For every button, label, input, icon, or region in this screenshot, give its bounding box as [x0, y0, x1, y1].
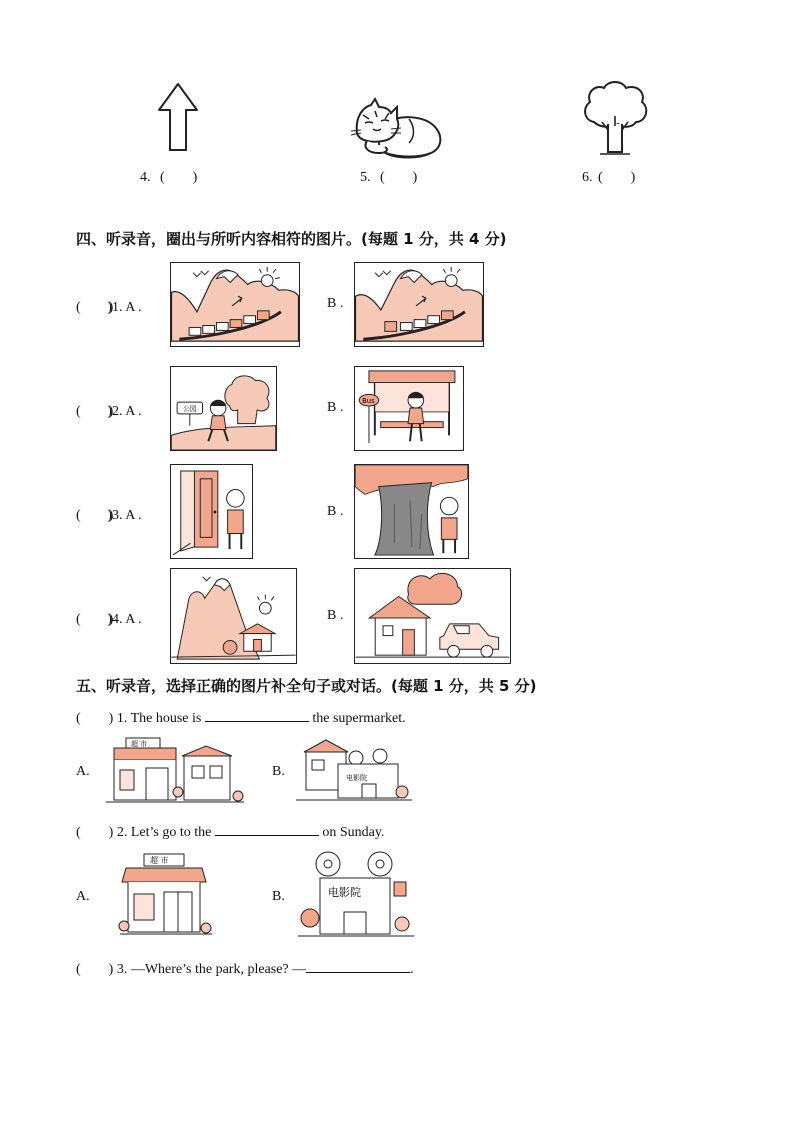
supermarket-image[interactable]	[120, 852, 212, 940]
boy-at-bus-stop-scene	[355, 367, 463, 450]
s5-q1-sentence: ( ) 1. The house is the supermarket.	[76, 711, 406, 726]
answer-paren[interactable]: ( )	[76, 404, 114, 419]
s4-q2-label: ( ))2. A .	[76, 404, 142, 419]
supermarket-sign-text: 超 市	[150, 856, 169, 865]
answer-paren[interactable]: ( )	[76, 612, 114, 627]
answer-blank[interactable]	[306, 960, 410, 973]
tree-icon	[580, 78, 650, 158]
up-arrow-icon	[157, 82, 199, 152]
answer-paren[interactable]: ( )	[380, 170, 418, 185]
cinema-sign-text: 电影院	[328, 886, 361, 899]
s5-q2-sentence: ( ) 2. Let’s go to the on Sunday.	[76, 825, 385, 840]
s4-q3-b-label: B .	[327, 504, 344, 519]
item-6-label	[582, 166, 635, 186]
s5-q1-a-label: A.	[76, 764, 90, 779]
answer-blank[interactable]	[205, 709, 309, 722]
s4-q4-option-a-image[interactable]	[170, 568, 297, 664]
house-car-scene	[355, 569, 510, 663]
answer-blank[interactable]	[215, 823, 319, 836]
boy-in-park-scene	[171, 367, 276, 450]
supermarket-sign-text: 超 市	[131, 740, 148, 748]
s5-q3-sentence: ( ) 3. —Where’s the park, please? — .	[76, 962, 414, 977]
section-5-heading: 五、听录音，选择正确的图片补全句子或对话。(每题 1 分，共 5 分)	[76, 677, 537, 695]
answer-paren[interactable]: ( )	[76, 825, 114, 840]
s4-q1-label: ( ))1. A .	[76, 300, 142, 315]
s5-q1-b-label: B.	[272, 764, 285, 779]
s5-q2-b-label: B.	[272, 889, 285, 904]
s4-q4-b-label: B .	[327, 608, 344, 623]
s4-q2-b-label: B .	[327, 400, 344, 415]
park-sign-text: 公园	[182, 404, 197, 413]
cinema-sign-text: 电影院	[346, 774, 367, 782]
supermarket-next-to-house-image[interactable]	[106, 736, 244, 806]
s4-q3-label: ( ))3. A .	[76, 508, 142, 523]
item-5-label	[360, 166, 417, 186]
s4-q3-option-a-image[interactable]	[170, 464, 253, 559]
s4-q2-option-a-image[interactable]	[170, 366, 277, 451]
answer-paren[interactable]: ( )	[598, 170, 636, 185]
answer-paren[interactable]: ( )	[76, 962, 114, 977]
item-number: 5.	[360, 170, 371, 185]
s4-q1-option-a-image[interactable]	[170, 262, 300, 347]
train-tunnel-scene	[355, 263, 483, 346]
boy-behind-door-scene	[171, 465, 252, 558]
sleeping-cat-icon	[349, 97, 445, 159]
bus-sign-text: Bus	[362, 397, 375, 406]
answer-paren[interactable]: ( )	[76, 508, 114, 523]
s4-q4-label: ( ))4. A .	[76, 612, 142, 627]
house-next-to-cinema-image[interactable]	[296, 736, 412, 806]
section-4-heading: 四、听录音，圈出与所听内容相符的图片。(每题 1 分，共 4 分)	[76, 230, 507, 248]
mountain-train-scene	[171, 263, 299, 346]
answer-paren[interactable]: ( )	[76, 300, 114, 315]
cinema-image[interactable]	[298, 850, 414, 940]
answer-paren[interactable]: ( )	[160, 170, 198, 185]
mountains-house-scene	[171, 569, 296, 663]
s4-q1-b-label: B .	[327, 296, 344, 311]
s4-q2-option-b-image[interactable]	[354, 366, 464, 451]
s5-q2-a-label: A.	[76, 889, 90, 904]
s4-q1-option-b-image[interactable]	[354, 262, 484, 347]
item-number: 6.	[582, 170, 593, 185]
answer-paren[interactable]: ( )	[76, 711, 114, 726]
item-number: 4.	[140, 170, 151, 185]
item-4-label	[140, 166, 197, 186]
s4-q3-option-b-image[interactable]	[354, 464, 469, 559]
s4-q4-option-b-image[interactable]	[354, 568, 511, 664]
boy-behind-tree-scene	[355, 465, 468, 558]
